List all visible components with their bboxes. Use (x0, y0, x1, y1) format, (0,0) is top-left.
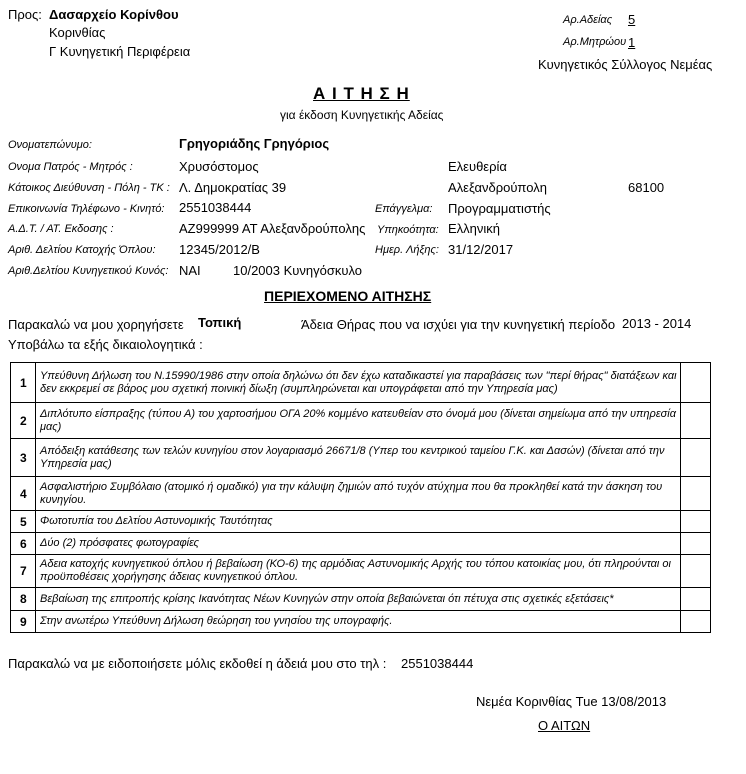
document-description: Ασφαλιστήριο Συμβόλαιο (ατομικό ή ομαδικό) για την κάλυψη ζημιών από τυχόν ατύχημα που θα προκληθεί κατά την άσκηση του κυνηγίου. (36, 477, 681, 511)
request-text: Άδεια Θήρας που να ισχύει για την κυνηγετική περίοδο (301, 317, 616, 332)
registry-number-label: Αρ.Μητρώου (563, 36, 627, 48)
license-type: Τοπική (198, 315, 242, 330)
document-checkbox[interactable] (681, 477, 711, 511)
document-number: 3 (11, 439, 36, 477)
document-number: 9 (11, 611, 36, 633)
document-checkbox[interactable] (681, 555, 711, 588)
document-checkbox[interactable] (681, 588, 711, 611)
applicant-name: Γρηγοριάδης Γρηγόριος (179, 136, 330, 151)
phone-value: 2551038444 (179, 200, 252, 215)
city-value: Αλεξανδρούπολη (448, 180, 547, 195)
request-prefix: Παρακαλώ να μου χορηγήσετε (8, 317, 184, 332)
table-row (11, 555, 711, 588)
content-heading: ΠΕΡΙΕΧΟΜΕΝΟ ΑΙΤΗΣΗΣ (264, 288, 432, 304)
document-number: 8 (11, 588, 36, 611)
parents-label: Ονομα Πατρός - Μητρός : (8, 161, 133, 173)
id-value: ΑΖ999999 ΑΤ Αλεξανδρούπολης (179, 221, 366, 236)
postcode-value: 68100 (628, 180, 665, 195)
dog-permit-yes: ΝΑΙ (179, 263, 201, 278)
notify-phone: 2551038444 (401, 656, 474, 671)
mother-name: Ελευθερία (448, 159, 507, 174)
profession-value: Προγραμματιστής (448, 201, 551, 216)
nationality-value: Ελληνική (448, 221, 501, 236)
table-row (11, 477, 711, 511)
dog-permit-label: Αριθ.Δελτίου Κυνηγετικού Κυνός: (8, 265, 169, 277)
expiry-label: Ημερ. Λήξης: (375, 244, 439, 256)
table-row (11, 511, 711, 533)
table-row (11, 403, 711, 439)
document-description: Δύο (2) πρόσφατες φωτογραφίες (36, 533, 681, 555)
document-description: Διπλότυπο είσπραξης (τύπου Α) του χαρτοσήμου ΟΓΑ 20% κομμένο κατευθείαν στο όνομά μου (δίνεται σημείωμα από την υπηρεσία μας) (36, 403, 681, 439)
weapon-license-value: 12345/2012/Β (179, 242, 260, 257)
phone-label: Επικοινωνία Τηλέφωνο - Κινητό: (8, 203, 165, 215)
document-number: 4 (11, 477, 36, 511)
name-label: Ονοματεπώνυμο: (8, 139, 92, 151)
documents-table (10, 362, 711, 633)
document-number: 2 (11, 403, 36, 439)
dog-permit-value: 10/2003 Κυνηγόσκυλο (233, 263, 363, 278)
hunting-season: 2013 - 2014 (622, 316, 692, 331)
recipient-name: Δασαρχείο Κορίνθου (49, 7, 179, 22)
table-row (11, 439, 711, 477)
document-checkbox[interactable] (681, 363, 711, 403)
notify-text: Παρακαλώ να με ειδοποιήσετε μόλις εκδοθεί η άδειά μου στο τηλ : (8, 656, 387, 671)
signature-label: Ο ΑΙΤΩΝ (538, 718, 591, 733)
document-description: Αδεια κατοχής κυνηγετικού όπλου ή βεβαίωση (ΚΟ-6) της αρμόδιας Αστυνομικής Αρχής του τόπου κατοικίας μου, ότι πληρούνται οι προϋποθέσεις χορήγησης άδειας κυνηγετικού όπλου. (36, 555, 681, 588)
table-row (11, 533, 711, 555)
place-date: Νεμέα Κορινθίας Tue 13/08/2013 (476, 694, 667, 709)
registry-number-value: 1 (628, 35, 636, 50)
document-description: Υπεύθυνη Δήλωση του Ν.15990/1986 στην οποία δηλώνω ότι δεν έχω καταδικαστεί για παραβάσεις των "περί θήρας" διατάξεων και δεν εκκρεμεί σε βάρος μου σχετική ποινική δίωξη (συμπληρώνεται και υπογράφεται από την Υπηρεσία μας) (36, 363, 681, 403)
table-row (11, 363, 711, 403)
document-description: Απόδειξη κατάθεσης των τελών κυνηγίου στον λογαριασμό 26671/8 (Υπερ του κεντρικού ταμείου Γ.Κ. και Δασών) (δίνεται από την Υπηρεσία μας) (36, 439, 681, 477)
document-checkbox[interactable] (681, 403, 711, 439)
to-label: Προς: (8, 7, 42, 22)
document-checkbox[interactable] (681, 533, 711, 555)
document-number: 1 (11, 363, 36, 403)
document-number: 5 (11, 511, 36, 533)
document-checkbox[interactable] (681, 439, 711, 477)
hunting-club: Κυνηγετικός Σύλλογος Νεμέας (538, 57, 713, 72)
document-number: 6 (11, 533, 36, 555)
address-value: Λ. Δημοκρατίας 39 (179, 180, 287, 195)
table-row (11, 588, 711, 611)
document-checkbox[interactable] (681, 611, 711, 633)
document-description: Στην ανωτέρω Υπεύθυνη Δήλωση θεώρηση του γνησίου της υπογραφής. (36, 611, 681, 633)
document-description: Φωτοτυπία του Δελτίου Αστυνομικής Ταυτότητας (36, 511, 681, 533)
recipient-region: Κορινθίας (49, 25, 106, 40)
license-number-value: 5 (628, 12, 636, 27)
table-row (11, 611, 711, 633)
profession-label: Επάγγελμα: (375, 203, 433, 215)
expiry-value: 31/12/2017 (448, 242, 514, 257)
document-description: Βεβαίωση της επιτροπής κρίσης Ικανότητας Νέων Κυνηγών στην οποία βεβαιώνεται ότι πέτυχα στις σχετικές εξετάσεις* (36, 588, 681, 611)
id-label: Α.Δ.Τ. / ΑΤ. Εκδοσης : (8, 223, 114, 235)
nationality-label: Υπηκοότητα: (377, 224, 439, 236)
recipient-district: Γ Κυνηγετική Περιφέρεια (49, 44, 191, 59)
father-name: Χρυσόστομος (179, 159, 259, 174)
document-title: Α Ι Τ Η Σ Η (313, 84, 410, 103)
documents-intro: Υποβάλω τα εξής δικαιολογητικά : (8, 337, 203, 352)
license-number-label: Αρ.Αδείας (563, 14, 613, 26)
document-subtitle: για έκδοση Κυνηγετικής Αδείας (280, 108, 444, 122)
document-checkbox[interactable] (681, 511, 711, 533)
weapon-license-label: Αριθ. Δελτίου Κατοχής Όπλου: (8, 244, 156, 256)
document-number: 7 (11, 555, 36, 588)
address-label: Κάτοικος Διεύθυνση - Πόλη - ΤΚ : (8, 182, 170, 194)
